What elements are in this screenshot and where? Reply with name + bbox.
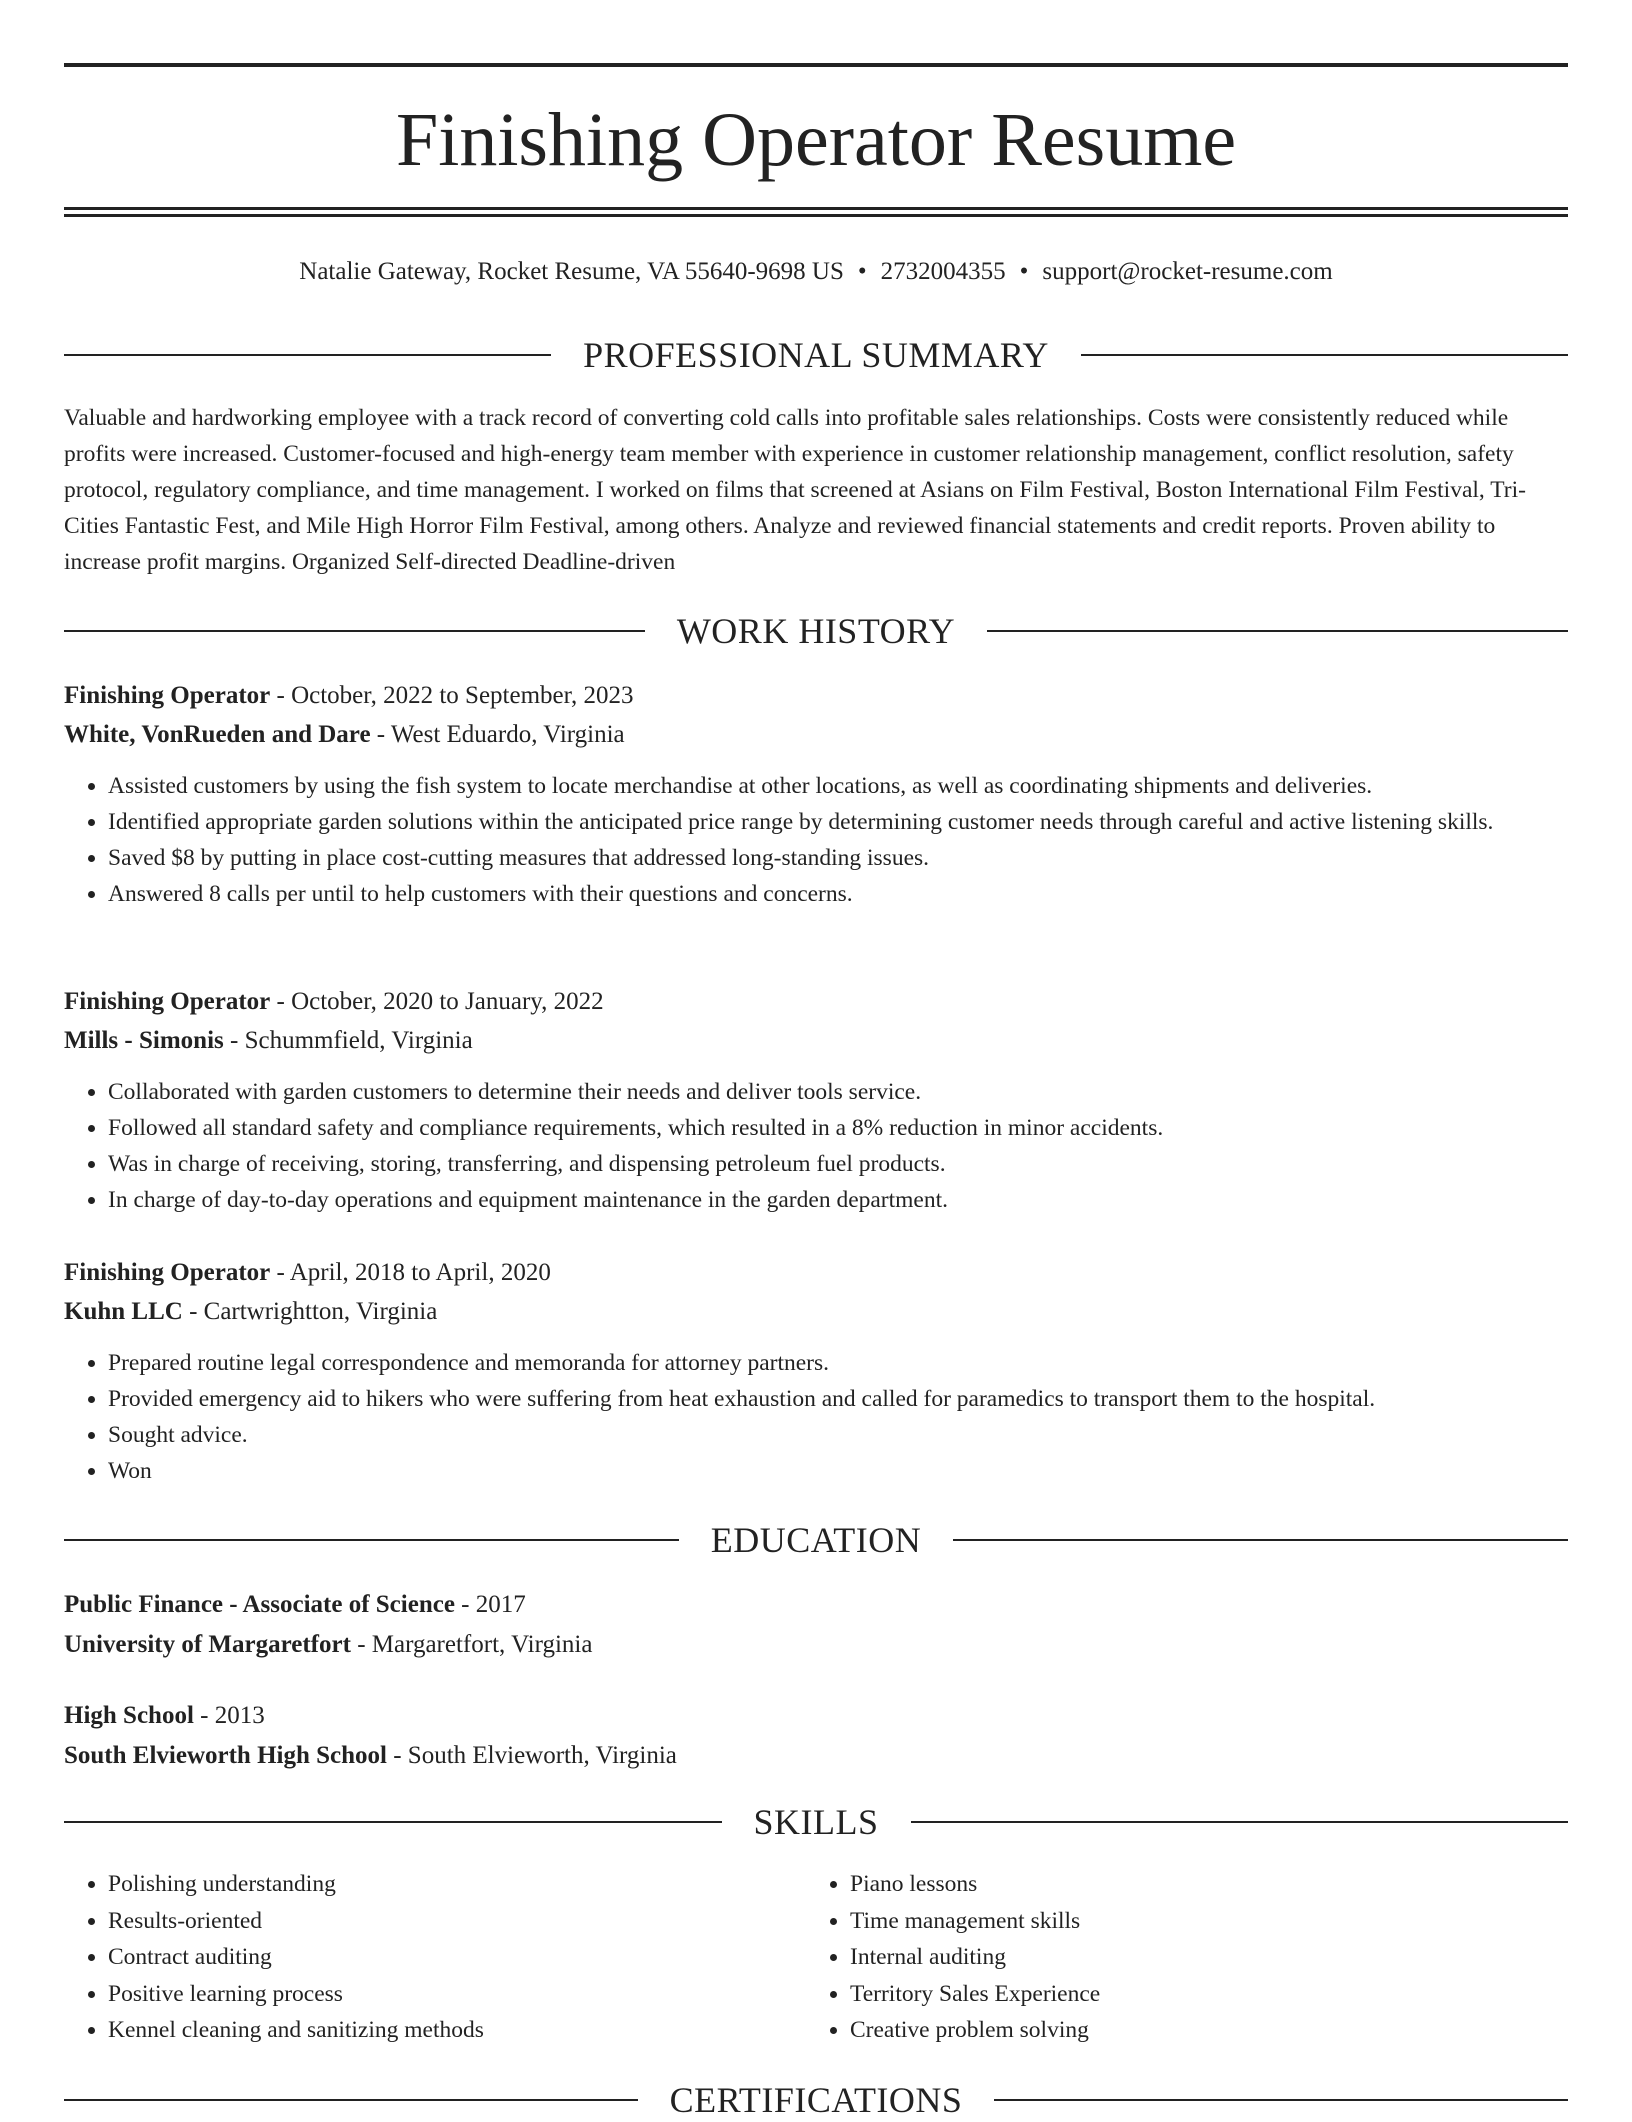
- education-entry: [64, 1585, 1568, 1665]
- divider: [1081, 354, 1568, 356]
- job-company-line: [64, 1021, 1568, 1060]
- job-title: Finishing Operator: [64, 1259, 271, 1286]
- section-heading-skills: [64, 1800, 1568, 1844]
- contact-phone: 2732004355: [880, 258, 1006, 285]
- divider: [64, 354, 551, 356]
- divider: [994, 2099, 1568, 2101]
- contact-email: support@rocket-resume.com: [1042, 258, 1333, 285]
- list-item: • Collaborated with garden customers to determine their needs and deliver tools service.: [108, 1074, 1568, 1110]
- contact-line: [64, 254, 1568, 290]
- education-location: - Margaretfort, Virginia: [350, 1631, 593, 1658]
- skills-columns: [64, 1866, 1568, 2049]
- job-dates: - October, 2020 to January, 2022: [270, 988, 604, 1015]
- divider: [64, 630, 645, 632]
- education-degree-line: [64, 1585, 1568, 1625]
- list-item: • Was in charge of receiving, storing, transferring, and dispensing petroleum fuel products.: [108, 1146, 1568, 1182]
- education-location: - South Elvieworth, Virginia: [386, 1742, 677, 1769]
- skills-list-left: [64, 1866, 806, 2049]
- list-item: • Prepared routine legal correspondence and memoranda for attorney partners.: [108, 1345, 1568, 1381]
- title-double-rule: [64, 207, 1568, 217]
- section-heading-work: [64, 609, 1568, 653]
- job-bullets: [64, 1074, 1568, 1218]
- divider: [911, 1821, 1569, 1823]
- job-title-line: [64, 676, 1568, 715]
- page-title: Finishing Operator Resume: [395, 98, 1237, 182]
- skill-item: • Time management skills: [850, 1903, 1548, 1940]
- list-item: • Followed all standard safety and compliance requirements, which resulted in a 8% reduction in minor accidents.: [108, 1110, 1568, 1146]
- skill-item: • Positive learning process: [108, 1976, 806, 2013]
- education-degree-line: [64, 1696, 1568, 1736]
- section-title: EDUCATION: [710, 1520, 922, 1560]
- skill-item: • Polishing understanding: [108, 1866, 806, 1903]
- job-entry: [64, 1253, 1568, 1489]
- divider: [64, 1821, 722, 1823]
- skill-item: • Kennel cleaning and sanitizing methods: [108, 2012, 806, 2049]
- section-title: WORK HISTORY: [676, 611, 956, 651]
- job-bullets: [64, 1345, 1568, 1489]
- skill-item: • Piano lessons: [850, 1866, 1548, 1903]
- job-entry: [64, 676, 1568, 912]
- skill-item: • Creative problem solving: [850, 2012, 1548, 2049]
- skill-item: • Results-oriented: [108, 1903, 806, 1940]
- list-item: • Won: [108, 1453, 1568, 1489]
- job-title: Finishing Operator: [64, 682, 271, 709]
- job-company: Mills - Simonis: [64, 1027, 224, 1054]
- education-degree: Public Finance - Associate of Science: [64, 1591, 455, 1618]
- top-rule: [64, 63, 1568, 67]
- job-company-line: [64, 1292, 1568, 1331]
- job-location: - West Eduardo, Virginia: [370, 721, 625, 748]
- job-company-line: [64, 715, 1568, 754]
- job-location: - Schummfield, Virginia: [223, 1027, 473, 1054]
- list-item: • Provided emergency aid to hikers who were suffering from heat exhaustion and called for paramedics to transport them to the hospital.: [108, 1381, 1568, 1417]
- education-year: - 2017: [454, 1591, 526, 1618]
- education-school: South Elvieworth High School: [64, 1742, 387, 1769]
- contact-address: Natalie Gateway, Rocket Resume, VA 55640-9698 US: [299, 258, 844, 285]
- list-item: • Assisted customers by using the fish system to locate merchandise at other locations, as well as coordinating shipments and deliveries.: [108, 768, 1568, 804]
- job-company: White, VonRueden and Dare: [64, 721, 371, 748]
- section-title: PROFESSIONAL SUMMARY: [583, 335, 1049, 375]
- education-year: - 2013: [193, 1702, 265, 1729]
- job-title-line: [64, 982, 1568, 1021]
- divider: [64, 1539, 679, 1541]
- section-heading-summary: [64, 333, 1568, 377]
- job-bullets: [64, 768, 1568, 912]
- contact-separator: •: [1019, 258, 1029, 285]
- section-heading-certifications: [64, 2078, 1568, 2122]
- summary-text: Valuable and hardworking employee with a track record of converting cold calls into profitable sales relationships. Costs were consistently reduced while profits were increased. Customer-focused and high-energy team member with experience in customer relationship management, conflict resolution, safety protocol, regulatory compliance, and time management. I worked on films that screened at Asians on Film Festival, Boston International Film Festival, Tri-Cities Fantastic Fest, and Mile High Horror Film Festival, among others. Analyze and reviewed financial statements and credit reports. Proven ability to increase profit margins. Organized Self-directed Deadline-driven: [64, 405, 1526, 575]
- job-dates: - April, 2018 to April, 2020: [270, 1259, 551, 1286]
- divider: [987, 630, 1568, 632]
- education-degree: High School: [64, 1702, 194, 1729]
- job-location: - Cartwrightton, Virginia: [182, 1298, 438, 1325]
- list-item: • Sought advice.: [108, 1417, 1568, 1453]
- education-school-line: [64, 1625, 1568, 1665]
- job-company: Kuhn LLC: [64, 1298, 183, 1325]
- section-title: CERTIFICATIONS: [669, 2080, 963, 2120]
- job-title-line: [64, 1253, 1568, 1292]
- section-title: SKILLS: [753, 1802, 879, 1842]
- job-dates: - October, 2022 to September, 2023: [270, 682, 634, 709]
- contact-separator: •: [857, 258, 867, 285]
- list-item: • Identified appropriate garden solutions within the anticipated price range by determining customer needs through careful and active listening skills.: [108, 804, 1568, 840]
- education-entry: [64, 1696, 1568, 1776]
- job-title: Finishing Operator: [64, 988, 271, 1015]
- list-item: • In charge of day-to-day operations and equipment maintenance in the garden department.: [108, 1182, 1568, 1218]
- skill-item: • Internal auditing: [850, 1939, 1548, 1976]
- section-heading-education: [64, 1518, 1568, 1562]
- job-entry: [64, 982, 1568, 1218]
- list-item: • Answered 8 calls per until to help customers with their questions and concerns.: [108, 876, 1568, 912]
- divider: [953, 1539, 1568, 1541]
- skill-item: • Contract auditing: [108, 1939, 806, 1976]
- education-school-line: [64, 1736, 1568, 1776]
- education-school: University of Margaretfort: [64, 1631, 351, 1658]
- skills-list-right: [806, 1866, 1548, 2049]
- skill-item: • Territory Sales Experience: [850, 1976, 1548, 2013]
- list-item: • Saved $8 by putting in place cost-cutting measures that addressed long-standing issues.: [108, 840, 1568, 876]
- divider: [64, 2099, 638, 2101]
